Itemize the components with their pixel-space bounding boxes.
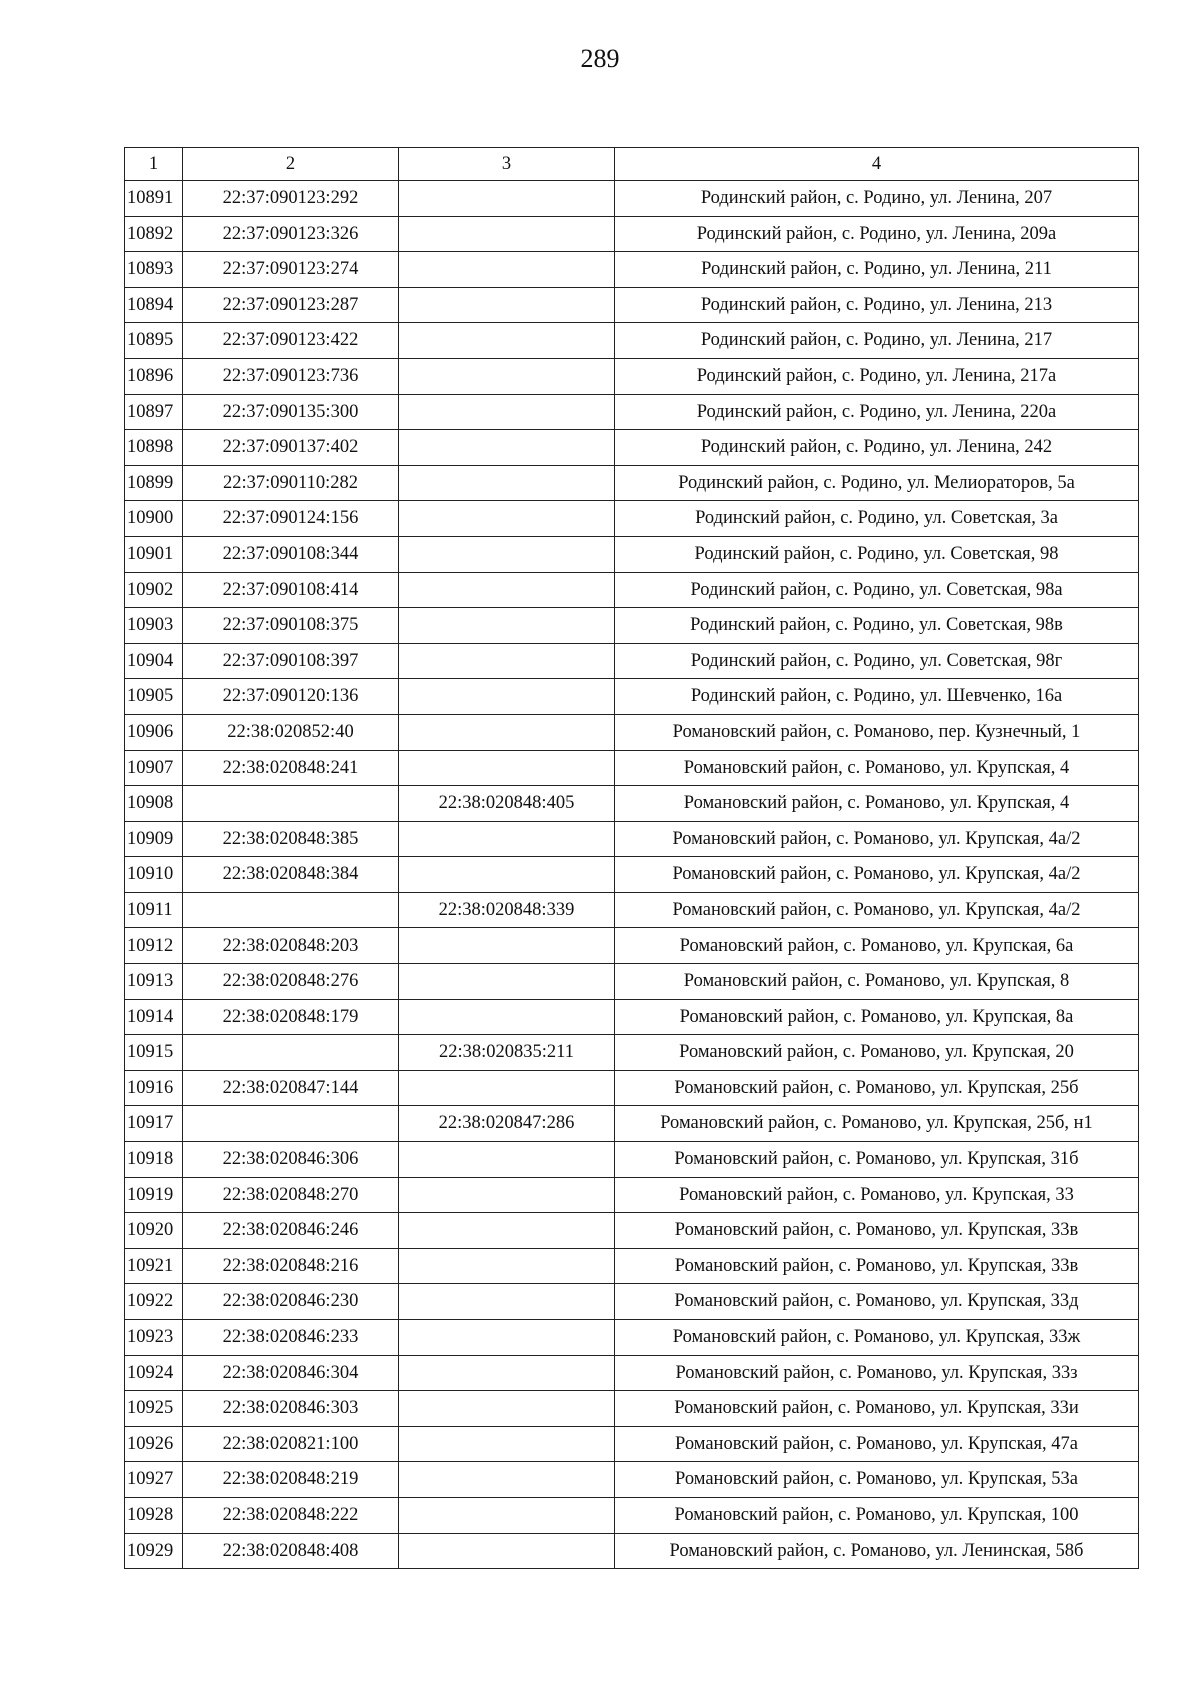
cadastral-number-col2: 22:38:020846:304: [183, 1355, 399, 1391]
cadastral-number-col3: 22:38:020848:405: [399, 786, 615, 822]
table-row: [125, 181, 1139, 217]
address: Романовский район, с. Романово, ул. Крупская, 33д: [615, 1284, 1139, 1320]
cadastral-number-col3: [399, 1355, 615, 1391]
table-row: [125, 1355, 1139, 1391]
cadastral-number-col3: [399, 1213, 615, 1249]
cadastral-number-col2: 22:37:090108:344: [183, 536, 399, 572]
cadastral-number-col2: 22:38:020848:203: [183, 928, 399, 964]
table-row: [125, 1106, 1139, 1142]
address: Романовский район, с. Романово, ул. Крупская, 53а: [615, 1462, 1139, 1498]
row-number: 10929: [125, 1533, 183, 1569]
row-number: 10922: [125, 1284, 183, 1320]
row-number: 10921: [125, 1248, 183, 1284]
table-row: [125, 536, 1139, 572]
cadastral-number-col2: 22:38:020848:276: [183, 964, 399, 1000]
address: Родинский район, с. Родино, ул. Ленина, 209а: [615, 216, 1139, 252]
row-number: 10893: [125, 252, 183, 288]
table-row: [125, 608, 1139, 644]
cadastral-number-col3: [399, 679, 615, 715]
address: Романовский район, с. Романово, ул. Крупская, 33в: [615, 1248, 1139, 1284]
cadastral-number-col3: [399, 750, 615, 786]
address: Романовский район, с. Романово, ул. Крупская, 25б, н1: [615, 1106, 1139, 1142]
table-header: [125, 148, 1139, 181]
cadastral-number-col3: [399, 1391, 615, 1427]
row-number: 10916: [125, 1070, 183, 1106]
address: Родинский район, с. Родино, ул. Советская, 3а: [615, 501, 1139, 537]
address: Родинский район, с. Родино, ул. Шевченко, 16а: [615, 679, 1139, 715]
cadastral-number-col2: 22:38:020847:144: [183, 1070, 399, 1106]
cadastral-number-col2: 22:37:090123:292: [183, 181, 399, 217]
cadastral-number-col3: [399, 1248, 615, 1284]
row-number: 10904: [125, 643, 183, 679]
cadastral-number-col2: 22:37:090123:326: [183, 216, 399, 252]
row-number: 10907: [125, 750, 183, 786]
cadastral-number-col2: 22:38:020852:40: [183, 714, 399, 750]
cadastral-number-col3: [399, 181, 615, 217]
row-number: 10906: [125, 714, 183, 750]
table-row: [125, 750, 1139, 786]
cadastral-number-col3: [399, 536, 615, 572]
row-number: 10923: [125, 1320, 183, 1356]
table-row: [125, 1213, 1139, 1249]
table-row: [125, 999, 1139, 1035]
address: Романовский район, с. Романово, ул. Крупская, 8: [615, 964, 1139, 1000]
cadastral-number-col2: 22:37:090110:282: [183, 465, 399, 501]
registry-table: [124, 147, 1139, 1569]
cadastral-number-col2: 22:37:090123:274: [183, 252, 399, 288]
cadastral-number-col2: 22:37:090135:300: [183, 394, 399, 430]
row-number: 10928: [125, 1497, 183, 1533]
table-row: [125, 1248, 1139, 1284]
row-number: 10915: [125, 1035, 183, 1071]
address: Романовский район, с. Романово, ул. Крупская, 4а/2: [615, 857, 1139, 893]
cadastral-number-col3: [399, 1177, 615, 1213]
table-row: [125, 786, 1139, 822]
table-row: [125, 287, 1139, 323]
cadastral-number-col2: 22:37:090123:736: [183, 358, 399, 394]
address: Родинский район, с. Родино, ул. Ленина, 213: [615, 287, 1139, 323]
cadastral-number-col2: 22:38:020846:230: [183, 1284, 399, 1320]
table-row: [125, 1142, 1139, 1178]
cadastral-number-col2: 22:37:090108:397: [183, 643, 399, 679]
cadastral-number-col3: 22:38:020848:339: [399, 892, 615, 928]
table-row: [125, 928, 1139, 964]
cadastral-number-col3: [399, 430, 615, 466]
cadastral-number-col2: [183, 1035, 399, 1071]
address: Романовский район, с. Романово, ул. Ленинская, 58б: [615, 1533, 1139, 1569]
cadastral-number-col3: [399, 857, 615, 893]
cadastral-number-col2: 22:38:020848:270: [183, 1177, 399, 1213]
table-row: [125, 1320, 1139, 1356]
cadastral-number-col2: 22:37:090120:136: [183, 679, 399, 715]
address: Романовский район, с. Романово, ул. Крупская, 33и: [615, 1391, 1139, 1427]
table-row: [125, 572, 1139, 608]
cadastral-number-col3: [399, 358, 615, 394]
address: Романовский район, с. Романово, ул. Крупская, 33: [615, 1177, 1139, 1213]
cadastral-number-col3: [399, 465, 615, 501]
cadastral-number-col2: 22:37:090124:156: [183, 501, 399, 537]
address: Родинский район, с. Родино, ул. Ленина, 217: [615, 323, 1139, 359]
cadastral-number-col3: [399, 323, 615, 359]
address: Романовский район, с. Романово, ул. Крупская, 6а: [615, 928, 1139, 964]
cadastral-number-col3: [399, 1497, 615, 1533]
cadastral-number-col3: [399, 999, 615, 1035]
cadastral-number-col2: 22:38:020848:385: [183, 821, 399, 857]
cadastral-number-col2: 22:37:090137:402: [183, 430, 399, 466]
row-number: 10920: [125, 1213, 183, 1249]
cadastral-number-col2: [183, 892, 399, 928]
table-row: [125, 323, 1139, 359]
table-row: [125, 1177, 1139, 1213]
address: Родинский район, с. Родино, ул. Советская, 98: [615, 536, 1139, 572]
address: Романовский район, с. Романово, ул. Крупская, 31б: [615, 1142, 1139, 1178]
cadastral-number-col3: [399, 1284, 615, 1320]
cadastral-number-col3: [399, 252, 615, 288]
table-row: [125, 252, 1139, 288]
table-row: [125, 821, 1139, 857]
row-number: 10918: [125, 1142, 183, 1178]
row-number: 10897: [125, 394, 183, 430]
row-number: 10905: [125, 679, 183, 715]
table-row: [125, 1426, 1139, 1462]
row-number: 10894: [125, 287, 183, 323]
row-number: 10895: [125, 323, 183, 359]
table-row: [125, 1284, 1139, 1320]
row-number: 10927: [125, 1462, 183, 1498]
cadastral-number-col3: [399, 216, 615, 252]
address: Родинский район, с. Родино, ул. Мелиораторов, 5а: [615, 465, 1139, 501]
address: Романовский район, с. Романово, ул. Крупская, 4а/2: [615, 821, 1139, 857]
cadastral-number-col3: [399, 394, 615, 430]
table-row: [125, 679, 1139, 715]
row-number: 10926: [125, 1426, 183, 1462]
cadastral-number-col2: [183, 1106, 399, 1142]
address: Романовский район, с. Романово, ул. Крупская, 4: [615, 750, 1139, 786]
table-row: [125, 216, 1139, 252]
address: Романовский район, с. Романово, пер. Кузнечный, 1: [615, 714, 1139, 750]
cadastral-number-col3: [399, 964, 615, 1000]
table-row: [125, 1035, 1139, 1071]
cadastral-number-col3: [399, 1142, 615, 1178]
cadastral-number-col2: 22:38:020821:100: [183, 1426, 399, 1462]
address: Родинский район, с. Родино, ул. Советская, 98а: [615, 572, 1139, 608]
cadastral-number-col2: 22:38:020848:219: [183, 1462, 399, 1498]
table-row: [125, 857, 1139, 893]
table-row: [125, 1462, 1139, 1498]
row-number: 10924: [125, 1355, 183, 1391]
address: Романовский район, с. Романово, ул. Крупская, 33ж: [615, 1320, 1139, 1356]
table-row: [125, 892, 1139, 928]
cadastral-number-col3: [399, 572, 615, 608]
row-number: 10911: [125, 892, 183, 928]
cadastral-number-col3: [399, 1320, 615, 1356]
address: Родинский район, с. Родино, ул. Советская, 98г: [615, 643, 1139, 679]
row-number: 10909: [125, 821, 183, 857]
table-row: [125, 358, 1139, 394]
address: Родинский район, с. Родино, ул. Ленина, 217а: [615, 358, 1139, 394]
row-number: 10899: [125, 465, 183, 501]
address: Романовский район, с. Романово, ул. Крупская, 4: [615, 786, 1139, 822]
cadastral-number-col3: [399, 287, 615, 323]
cadastral-number-col2: 22:38:020846:303: [183, 1391, 399, 1427]
row-number: 10925: [125, 1391, 183, 1427]
cadastral-number-col2: 22:38:020848:408: [183, 1533, 399, 1569]
row-number: 10892: [125, 216, 183, 252]
row-number: 10908: [125, 786, 183, 822]
table-row: [125, 1391, 1139, 1427]
table-body: [125, 181, 1139, 1569]
address: Романовский район, с. Романово, ул. Крупская, 47а: [615, 1426, 1139, 1462]
cadastral-number-col2: 22:37:090108:375: [183, 608, 399, 644]
address: Романовский район, с. Романово, ул. Крупская, 100: [615, 1497, 1139, 1533]
header-col-2: 2: [183, 148, 399, 181]
cadastral-number-col2: 22:38:020848:222: [183, 1497, 399, 1533]
page-number: 289: [580, 44, 620, 73]
table-row: [125, 1497, 1139, 1533]
row-number: 10898: [125, 430, 183, 466]
cadastral-number-col2: 22:37:090123:287: [183, 287, 399, 323]
cadastral-number-col2: 22:38:020848:216: [183, 1248, 399, 1284]
row-number: 10912: [125, 928, 183, 964]
row-number: 10914: [125, 999, 183, 1035]
cadastral-number-col2: 22:37:090123:422: [183, 323, 399, 359]
cadastral-number-col3: 22:38:020847:286: [399, 1106, 615, 1142]
row-number: 10896: [125, 358, 183, 394]
row-number: 10901: [125, 536, 183, 572]
cadastral-number-col2: 22:38:020846:233: [183, 1320, 399, 1356]
address: Романовский район, с. Романово, ул. Крупская, 33з: [615, 1355, 1139, 1391]
cadastral-number-col3: [399, 1070, 615, 1106]
cadastral-number-col3: [399, 928, 615, 964]
address: Романовский район, с. Романово, ул. Крупская, 8а: [615, 999, 1139, 1035]
table-row: [125, 643, 1139, 679]
cadastral-number-col2: 22:37:090108:414: [183, 572, 399, 608]
cadastral-number-col2: 22:38:020848:179: [183, 999, 399, 1035]
address: Родинский район, с. Родино, ул. Ленина, 211: [615, 252, 1139, 288]
table-row: [125, 964, 1139, 1000]
cadastral-number-col2: 22:38:020848:384: [183, 857, 399, 893]
table-row: [125, 1070, 1139, 1106]
row-number: 10902: [125, 572, 183, 608]
cadastral-number-col3: [399, 608, 615, 644]
cadastral-number-col2: 22:38:020848:241: [183, 750, 399, 786]
row-number: 10903: [125, 608, 183, 644]
cadastral-number-col3: [399, 501, 615, 537]
table-row: [125, 1533, 1139, 1569]
address: Романовский район, с. Романово, ул. Крупская, 25б: [615, 1070, 1139, 1106]
cadastral-number-col3: 22:38:020835:211: [399, 1035, 615, 1071]
cadastral-number-col3: [399, 1462, 615, 1498]
table-row: [125, 501, 1139, 537]
address: Романовский район, с. Романово, ул. Крупская, 4а/2: [615, 892, 1139, 928]
header-col-3: 3: [399, 148, 615, 181]
address: Романовский район, с. Романово, ул. Крупская, 33в: [615, 1213, 1139, 1249]
row-number: 10913: [125, 964, 183, 1000]
header-row: [125, 148, 1139, 181]
cadastral-number-col3: [399, 821, 615, 857]
cadastral-number-col3: [399, 1533, 615, 1569]
table-row: [125, 714, 1139, 750]
cadastral-number-col2: 22:38:020846:246: [183, 1213, 399, 1249]
header-col-1: 1: [125, 148, 183, 181]
address: Родинский район, с. Родино, ул. Советская, 98в: [615, 608, 1139, 644]
cadastral-number-col2: 22:38:020846:306: [183, 1142, 399, 1178]
table-row: [125, 430, 1139, 466]
header-col-4: 4: [615, 148, 1139, 181]
address: Родинский район, с. Родино, ул. Ленина, 220а: [615, 394, 1139, 430]
row-number: 10910: [125, 857, 183, 893]
row-number: 10900: [125, 501, 183, 537]
address: Родинский район, с. Родино, ул. Ленина, 242: [615, 430, 1139, 466]
table-row: [125, 465, 1139, 501]
cadastral-number-col3: [399, 1426, 615, 1462]
cadastral-number-col2: [183, 786, 399, 822]
cadastral-number-col3: [399, 643, 615, 679]
row-number: 10917: [125, 1106, 183, 1142]
cadastral-number-col3: [399, 714, 615, 750]
address: Родинский район, с. Родино, ул. Ленина, 207: [615, 181, 1139, 217]
row-number: 10891: [125, 181, 183, 217]
row-number: 10919: [125, 1177, 183, 1213]
table-row: [125, 394, 1139, 430]
address: Романовский район, с. Романово, ул. Крупская, 20: [615, 1035, 1139, 1071]
